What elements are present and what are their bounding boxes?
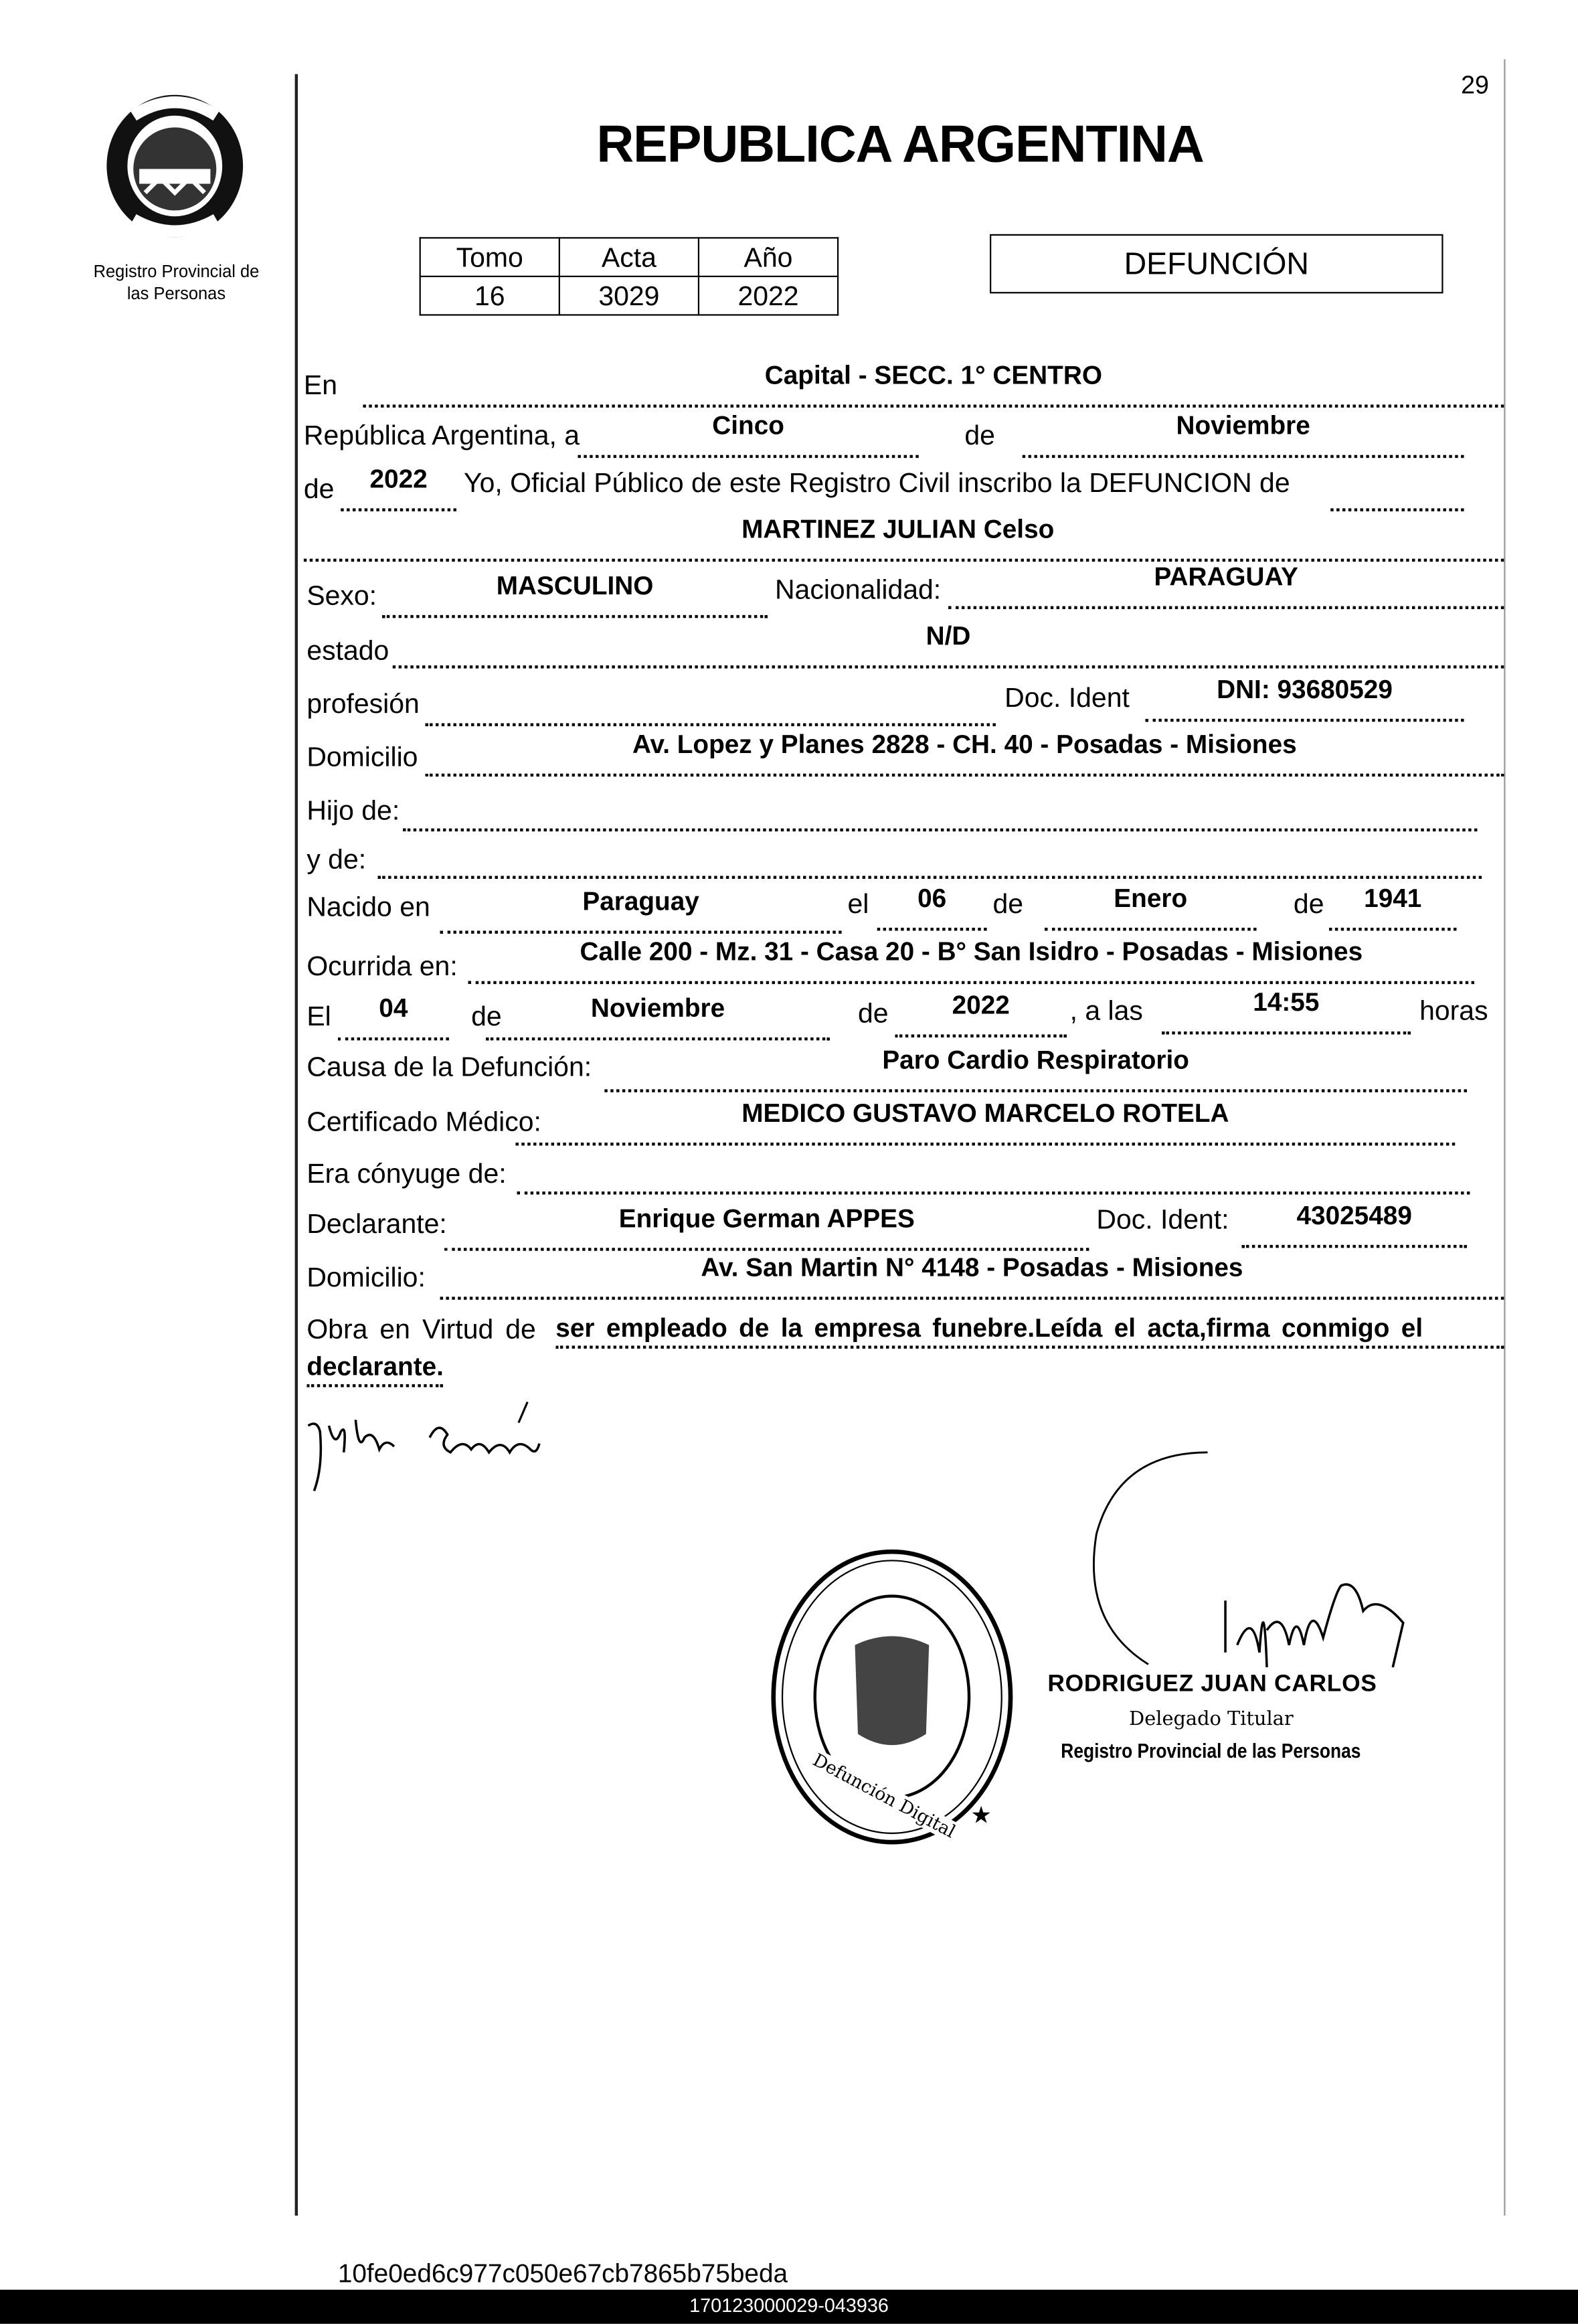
label-de: de xyxy=(964,419,995,451)
field-dia xyxy=(578,408,918,458)
field-certificado xyxy=(516,1095,1456,1145)
official-role: Delegado Titular xyxy=(1129,1708,1294,1732)
field-nacido-en xyxy=(440,884,842,934)
field-def-dia xyxy=(338,990,449,1040)
value-anio: 2022 xyxy=(369,464,428,494)
label-de: de xyxy=(471,1000,502,1032)
field-y-de xyxy=(378,829,1482,879)
value-def-hora: 14:55 xyxy=(1253,987,1320,1017)
label-horas: horas xyxy=(1419,994,1488,1026)
label-domicilio: Domicilio xyxy=(306,741,418,772)
field-anio xyxy=(341,461,456,511)
page-title: REPUBLICA ARGENTINA xyxy=(596,115,1204,174)
footer-bar xyxy=(0,2290,1578,2324)
value-ocurrida-en: Calle 200 - Mz. 31 - Casa 20 - B° San Isidro - Posadas - Misiones xyxy=(580,936,1363,967)
label-profesion: profesión xyxy=(306,687,420,719)
label-yo-oficial: Yo, Oficial Público de este Registro Civil inscribo la DEFUNCION de xyxy=(464,467,1290,498)
value-declarante: Enrique German APPES xyxy=(618,1203,915,1234)
field-conyuge xyxy=(517,1144,1470,1194)
label-de: de xyxy=(857,997,889,1029)
value-doc-ident: DNI: 93680529 xyxy=(1217,674,1393,704)
value-def-mes: Noviembre xyxy=(590,993,725,1023)
label-estado: estado xyxy=(306,634,389,666)
label-republica: República Argentina, a xyxy=(303,419,580,451)
field-hijo-de xyxy=(403,781,1477,831)
value-nac-anio: 1941 xyxy=(1364,883,1422,913)
value-def-dia: 04 xyxy=(379,993,408,1023)
value-nacionalidad: PARAGUAY xyxy=(1154,562,1298,592)
value-obra-line1: ser empleado de la empresa funebre.Leída el acta,firma conmigo el xyxy=(555,1310,1504,1349)
value-declarante-domicilio: Av. San Martin N° 4148 - Posadas - Misiones xyxy=(701,1252,1243,1282)
page-number: 29 xyxy=(1461,71,1489,100)
label-nacionalidad: Nacionalidad: xyxy=(774,573,942,605)
record-header-acta: Acta xyxy=(559,238,699,276)
official-org: Registro Provincial de las Personas xyxy=(1061,1738,1361,1762)
label-hijo-de: Hijo de: xyxy=(306,794,400,826)
field-declarante xyxy=(444,1200,1089,1250)
field-declarante-doc xyxy=(1241,1197,1467,1248)
label-de: de xyxy=(1293,888,1324,919)
label-de: de xyxy=(303,473,335,504)
field-estado xyxy=(393,618,1504,668)
record-table xyxy=(420,237,839,315)
field-ocurrida-en xyxy=(468,934,1474,984)
value-nombre: MARTINEZ JULIAN Celso xyxy=(741,514,1055,544)
value-estado: N/D xyxy=(926,620,971,651)
field-nac-mes xyxy=(1045,880,1257,930)
label-nacido-en: Nacido en xyxy=(306,890,430,922)
record-header-anio: Año xyxy=(699,238,838,276)
record-value-acta: 3029 xyxy=(559,276,699,315)
value-domicilio: Av. Lopez y Planes 2828 - CH. 40 - Posadas - Misiones xyxy=(632,729,1297,759)
label-causa: Causa de la Defunción: xyxy=(306,1050,592,1082)
label-sexo: Sexo: xyxy=(306,579,377,611)
document-hash: 10fe0ed6c977c050e67cb7865b75beda xyxy=(337,2258,788,2289)
field-lugar xyxy=(363,357,1504,408)
field-nac-anio xyxy=(1329,880,1456,930)
field-doc-ident xyxy=(1145,671,1464,722)
record-header-tomo: Tomo xyxy=(420,238,559,276)
field-mes xyxy=(1023,408,1464,458)
label-conyuge: Era cónyuge de: xyxy=(306,1157,507,1189)
label-ocurrida-en: Ocurrida en: xyxy=(306,950,458,981)
document-code: 170123000029-043936 xyxy=(689,2294,889,2317)
registry-caption xyxy=(60,262,294,307)
field-def-hora xyxy=(1162,984,1411,1034)
value-declarante-doc: 43025489 xyxy=(1296,1200,1412,1230)
label-y-de: y de: xyxy=(306,843,367,875)
value-dia: Cinco xyxy=(712,410,784,440)
right-margin-line xyxy=(1504,60,1505,2216)
label-declarante: Declarante: xyxy=(306,1208,447,1239)
field-nac-dia xyxy=(877,880,987,930)
left-margin-line xyxy=(295,74,298,2216)
official-signature xyxy=(1059,1445,1430,1682)
label-de: de xyxy=(992,888,1024,919)
label-en: En xyxy=(303,369,338,400)
field-declarante-domicilio xyxy=(440,1249,1504,1299)
registry-caption-line1: Registro Provincial de xyxy=(93,264,260,282)
field-causa xyxy=(604,1042,1467,1092)
label-obra: Obra en Virtud de xyxy=(306,1313,536,1345)
value-causa: Paro Cardio Respiratorio xyxy=(882,1044,1189,1075)
field-nacionalidad xyxy=(948,559,1504,609)
field-def-mes xyxy=(486,990,830,1040)
record-value-anio: 2022 xyxy=(699,276,838,315)
label-a-las: , a las xyxy=(1069,994,1143,1026)
value-def-anio: 2022 xyxy=(952,990,1010,1020)
value-nacido-en: Paraguay xyxy=(582,886,699,916)
label-certificado: Certificado Médico: xyxy=(306,1105,541,1137)
value-sexo: MASCULINO xyxy=(496,570,654,600)
declarant-signature xyxy=(296,1393,548,1504)
registry-caption-line2: las Personas xyxy=(126,286,226,304)
label-el: El xyxy=(306,1000,331,1032)
field-def-anio xyxy=(895,987,1067,1038)
svg-text:★: ★ xyxy=(970,1801,992,1829)
value-lugar: Capital - SECC. 1° CENTRO xyxy=(764,360,1102,390)
label-doc-ident: Doc. Ident xyxy=(1004,681,1130,713)
seal-inner-text: Defunción Digital xyxy=(809,1749,959,1843)
official-name: RODRIGUEZ JUAN CARLOS xyxy=(1047,1671,1377,1697)
field-profesion xyxy=(425,676,995,726)
value-obra-line2: declarante. xyxy=(306,1349,444,1388)
value-certificado: MEDICO GUSTAVO MARCELO ROTELA xyxy=(741,1098,1229,1128)
value-nac-dia: 06 xyxy=(917,883,947,913)
misiones-logo xyxy=(101,89,249,240)
label-doc-ident-declarante: Doc. Ident: xyxy=(1096,1203,1229,1235)
field-sexo xyxy=(382,568,768,618)
field-blank xyxy=(1330,461,1464,511)
label-el: el xyxy=(847,888,869,919)
record-value-tomo: 16 xyxy=(420,276,559,315)
value-nac-mes: Enero xyxy=(1114,883,1188,913)
value-mes: Noviembre xyxy=(1176,410,1310,440)
field-nombre xyxy=(304,511,1504,562)
label-domicilio-declarante: Domicilio: xyxy=(306,1261,426,1293)
record-type-box: DEFUNCIÓN xyxy=(990,234,1443,294)
field-domicilio xyxy=(425,726,1504,776)
